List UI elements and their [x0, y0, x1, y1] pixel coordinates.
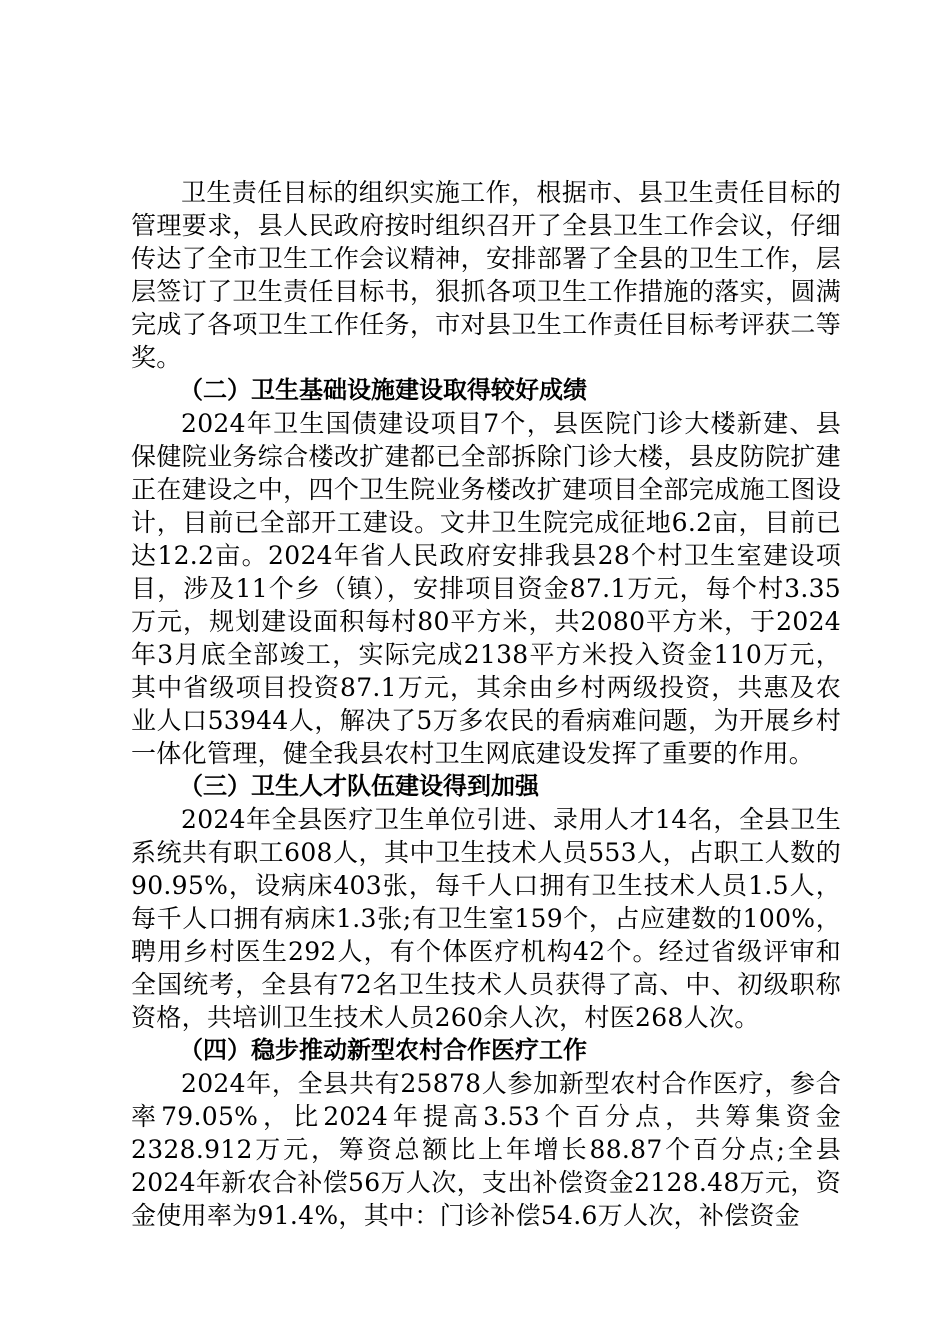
- document-body: [131, 176, 841, 1232]
- section-heading-infrastructure: （二）卫生基础设施建设取得较好成绩: [179, 376, 587, 404]
- paragraph-talent: 2024年全县医疗卫生单位引进、录用人才14名，全县卫生系统共有职工608人，其中卫生技术人员553人，占职工人数的90.95%，设病床403张，每千人口拥有卫生技术人员1.5人，每千人口拥有病床1.3张;有卫生室159个，占应建数的100%，聘用乡村医生292人，有个体医疗机构42个。经过省级评审和全国统考，全县有72名卫生技术人员获得了高、中、初级职称资格，共培训卫生技术人员260余人次，村医268人次。: [131, 805, 841, 1032]
- paragraph-infrastructure: 2024年卫生国债建设项目7个，县医院门诊大楼新建、县保健院业务综合楼改扩建都已全部拆除门诊大楼，县皮防院扩建正在建设之中，四个卫生院业务楼改扩建项目全部完成施工图设计，目前已全部开工建设。文井卫生院完成征地6.2亩，目前已达12.2亩。2024年省人民政府安排我县28个村卫生室建设项目，涉及11个乡（镇），安排项目资金87.1万元，每个村3.35万元，规划建设面积每村80平方米，共2080平方米，于2024年3月底全部竣工，实际完成2138平方米投入资金110万元，其中省级项目投资87.1万元，其余由乡村两级投资，共惠及农业人口53944人，解决了5万多农民的看病难问题，为开展乡村一体化管理，健全我县农村卫生网底建设发挥了重要的作用。: [131, 409, 841, 768]
- paragraph-rural-cooperative-medical: 2024年，全县共有25878人参加新型农村合作医疗，参合率79.05%，比2024年提高3.53个百分点，共筹集资金2328.912万元，筹资总额比上年增长88.87个百分点;全县2024年新农合补偿56万人次，支出补偿资金2128.48万元，资金使用率为91.4%，其中：门诊补偿54.6万人次，补偿资金: [131, 1069, 841, 1230]
- section-heading-talent: （三）卫生人才队伍建设得到加强: [179, 772, 539, 800]
- paragraph-responsibility-targets: 卫生责任目标的组织实施工作，根据市、县卫生责任目标的管理要求，县人民政府按时组织召开了全县卫生工作会议，仔细传达了全市卫生工作会议精神，安排部署了全县的卫生工作，层层签订了卫生责任目标书，狠抓各项卫生工作措施的落实，圆满完成了各项卫生工作任务，市对县卫生工作责任目标考评获二等奖。: [131, 178, 841, 372]
- section-heading-rural-cooperative-medical: （四）稳步推动新型农村合作医疗工作: [179, 1036, 587, 1064]
